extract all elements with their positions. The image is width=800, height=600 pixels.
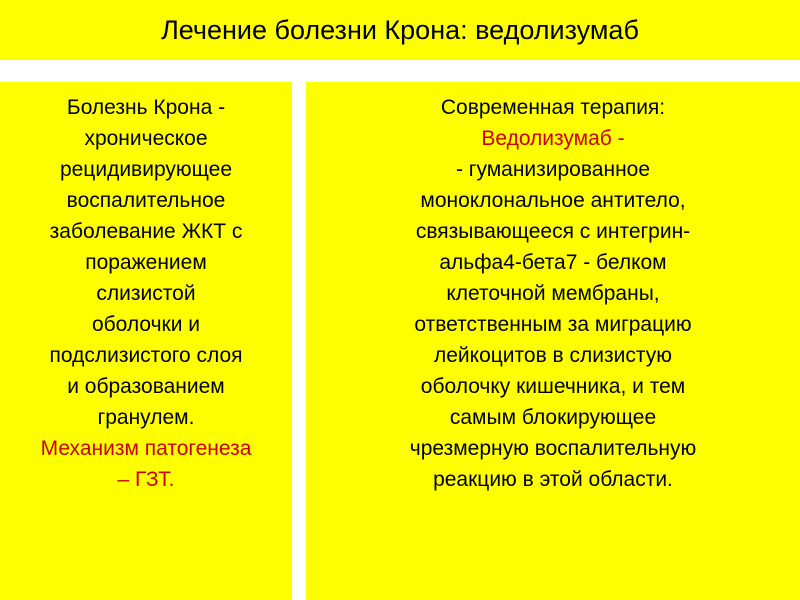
right-line: ответственным за миграцию: [414, 313, 692, 336]
right-line: связывающееся с интегрин-: [415, 220, 691, 243]
slide-title: Лечение болезни Крона: ведолизумаб: [161, 14, 639, 45]
mechanism-line: – ГЗТ.: [117, 468, 175, 491]
right-line: чрезмерную воспалительную: [409, 437, 697, 460]
title-bar: [0, 0, 800, 60]
drug-name: Ведолизумаб -: [481, 127, 625, 150]
right-column: [306, 82, 800, 600]
right-line: лейкоцитов в слизистую: [433, 344, 672, 367]
left-line: поражением: [85, 251, 207, 274]
right-line: реакцию в этой области.: [433, 468, 673, 491]
left-line: Болезнь Крона -: [66, 96, 226, 119]
left-line: и образованием: [67, 375, 225, 398]
therapy-heading: Современная терапия:: [440, 96, 666, 119]
right-line: - гуманизированное: [455, 158, 651, 181]
left-line: оболочки и: [91, 313, 201, 336]
right-line: клеточной мембраны,: [446, 282, 660, 305]
right-line: альфа4-бета7 - белком: [439, 251, 667, 274]
right-line: оболочку кишечника, и тем: [420, 375, 686, 398]
left-line: слизистой: [96, 282, 196, 305]
mechanism-line: Механизм патогенеза: [40, 437, 252, 460]
right-line: самым блокирующее: [449, 406, 657, 429]
right-line: моноклональное антитело,: [420, 189, 686, 212]
left-line: рецидивирующее: [59, 158, 233, 181]
left-line: подслизистого слоя: [49, 344, 243, 367]
left-line: заболевание ЖКТ с: [49, 220, 243, 243]
left-column: [0, 82, 292, 600]
left-line: воспалительное: [66, 189, 226, 212]
left-line: хроническое: [84, 127, 208, 150]
left-line: гранулем.: [97, 406, 195, 429]
